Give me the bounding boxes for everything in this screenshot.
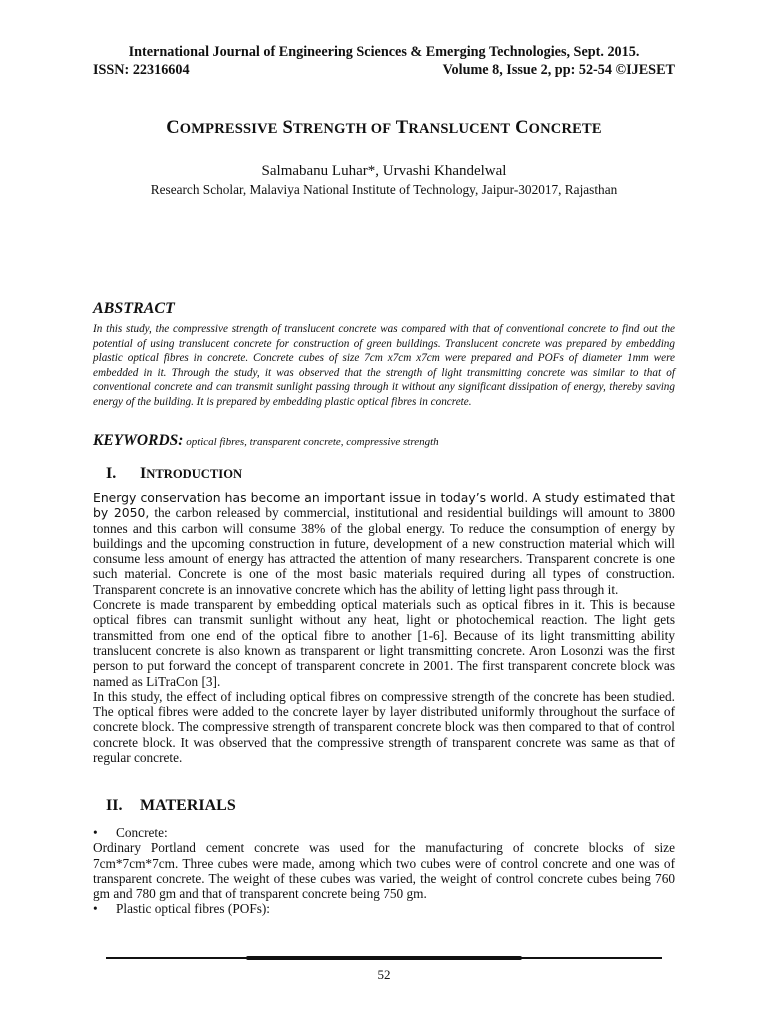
introduction-body [93, 490, 675, 765]
paper-title: COMPRESSIVE STRENGTH OF TRANSLUCENT CONCRETE [166, 118, 602, 138]
bullet-icon: • [93, 825, 98, 840]
keywords-label: KEYWORDS: [93, 432, 184, 449]
list-item: • Plastic optical fibres (POFs): [93, 901, 271, 917]
intro-paragraph-1: Energy conservation has become an important issue in today’s world. A study estimated that by 2050, the carbon released by commercial, institutional and residential buildings will amount to 3800 tonnes and this carbon will consume 38% of the global energy. To reduce the consumption of energy by buildings and the upcoming construction in future, development of a new construction material which will consume less amount of energy has attracted the attention of many researchers. Transparent concrete is one such material. Concrete is one of the most basic materials required during all types of construction. Transparent concrete is an innovative concrete which has the ability of letting light pass through it. [93, 490, 676, 597]
journal-header: International Journal of Engineering Sciences & Emerging Technologies, Sept. 2015. [128, 44, 640, 60]
authors: Salmabanu Luhar*, Urvashi Khandelwal [261, 163, 507, 179]
intro-paragraph-3: In this study, the effect of including optical fibres on compressive strength of the concrete has been studied. The optical fibres were added to the concrete layer by layer distributed uniformly throughout the surface of concrete block. The compressive strength of transparent concrete block was then compared to that of control concrete block. It was observed that the compressive strength of transparent concrete was same as that of regular concrete. [93, 688, 675, 766]
page-number: 52 [377, 967, 391, 982]
bullet-icon: • [93, 901, 98, 917]
footer-rule [106, 957, 662, 959]
keywords [93, 432, 675, 450]
section-heading-materials: II. MATERIALS [106, 797, 236, 814]
abstract-text: In this study, the compressive strength of translucent concrete was compared with that of conventional concrete to find out the potential of using translucent concrete for construction of green buildings. Translucent concrete was prepared by embedding plastic optical fibres in concrete. Concrete cubes of size 7cm x7cm x7cm were prepared and POFs of diameter 1mm were embedded in it. Through the study, it was observed that the strength of light transmitting concrete was similar to that of conventional concrete and can transmit sunlight passing through it without any significant dissipation of energy, thereby saving energy of the building. It is prepared by embedding plastic optical fibres in concrete. [93, 323, 675, 408]
issn: ISSN: 22316604 [93, 62, 190, 78]
materials-body [93, 825, 675, 917]
keywords-value: optical fibres, transparent concrete, compressive strength [183, 436, 439, 448]
intro-paragraph-2: Concrete is made transparent by embedding optical materials such as optical fibres in it. This is because optical fibres can transmit sunlight without any heat, light or photochemical reaction. The light gets transmitted from one end of the optical fibre to another [1-6]. Because of its light transmitting ability translucent concrete is also known as transparent or light transmitting concrete. Aron Losonzi was the first person to put forward the concept of transparent concrete in 2001. The first transparent concrete block was named as LiTraCon [3]. [93, 597, 675, 689]
affiliation: Research Scholar, Malaviya National Institute of Technology, Jaipur-302017, Rajasthan [150, 182, 618, 197]
materials-paragraph-1: Ordinary Portland cement concrete was used for the manufacturing of concrete blocks of size 7cm*7cm*7cm. Three cubes were made, among which two cubes were of control concrete and one was of transparent concrete. The weight of these cubes was varied, the weight of control concrete cubes being 760 gm and 780 gm and that of transparent concrete being 750 gm. [93, 840, 675, 902]
issn-line [93, 62, 675, 79]
volume-info: Volume 8, Issue 2, pp: 52-54 ©IJESET [442, 62, 675, 78]
section-heading-introduction: I. INTRODUCTION [106, 465, 243, 482]
list-item: • Concrete: [93, 825, 168, 840]
abstract-heading: ABSTRACT [93, 300, 175, 317]
